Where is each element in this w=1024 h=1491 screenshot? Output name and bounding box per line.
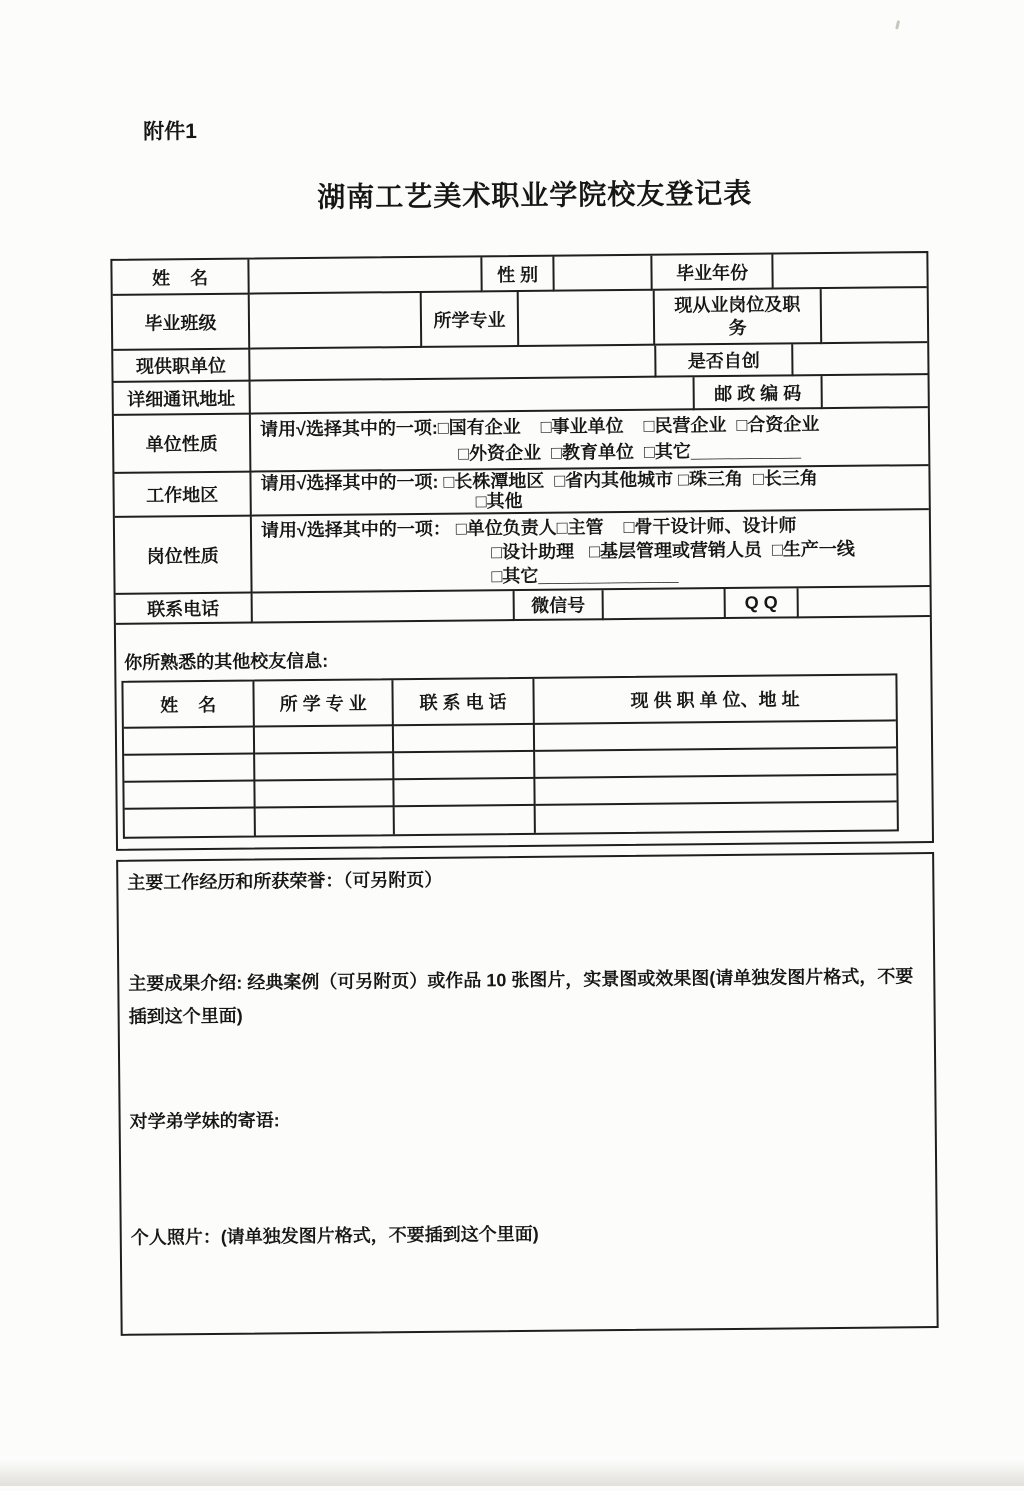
alumni-cell	[125, 809, 256, 837]
employer-label: 现供职单位	[113, 350, 250, 383]
notes-section	[116, 852, 939, 1336]
alumni-name-header: 姓 名	[123, 682, 254, 729]
grad-year-field	[773, 253, 926, 289]
work-area-options-line2: □其他	[475, 490, 523, 512]
alumni-cell	[124, 755, 255, 783]
known-alumni-header-row	[123, 675, 895, 728]
name-field	[249, 257, 482, 294]
alumni-cell	[395, 806, 536, 834]
wechat-label: 微信号	[515, 590, 604, 621]
address-label: 详细通讯地址	[114, 382, 251, 416]
sex-field	[554, 256, 652, 292]
known-alumni-table	[121, 673, 898, 838]
unit-type-options-line2: □外资企业 □教育单位 □其它___________	[458, 440, 802, 464]
alumni-cell	[535, 721, 896, 751]
qq-label: Q Q	[726, 588, 799, 619]
major-field	[519, 291, 656, 347]
alumni-cell	[124, 782, 255, 810]
alumni-cell	[124, 728, 255, 756]
work-history-prompt: 主要工作经历和所获荣誉：（可另附页）	[127, 869, 443, 893]
alumni-cell	[255, 780, 394, 808]
alumni-cell	[394, 725, 535, 753]
post-type-options-line2: □设计助理 □基层管理或营销人员 □生产一线	[491, 538, 855, 562]
unit-type-label: 单位性质	[114, 415, 252, 474]
alumni-cell	[394, 779, 535, 807]
postcode-label: 邮 政 编 码	[695, 376, 823, 410]
phone-field	[253, 591, 515, 624]
attachment-label: 附件1	[143, 120, 197, 144]
position-label	[655, 289, 823, 346]
post-type-options-line3: □其它______________	[491, 563, 679, 586]
alumni-phone-header: 联 系 电 话	[393, 679, 534, 726]
alumni-cell	[255, 726, 394, 754]
achievements-prompt: 主要成果介绍: 经典案例（可另附页）或作品 10 张图片，实景图或效果图(请单独发图片格式，不要插到这个里面)	[128, 966, 914, 1027]
table-row	[116, 587, 930, 625]
table-row	[114, 408, 929, 474]
class-field	[250, 293, 423, 350]
known-alumni-section-label: 你所熟悉的其他校友信息:	[124, 650, 329, 673]
major-label: 所学专业	[422, 292, 520, 348]
post-type-options-line1: 请用√选择其中的一项： □单位负责人□主管 □骨干设计师、设计师	[260, 514, 797, 540]
table-row	[114, 466, 928, 518]
work-area-options	[251, 466, 928, 516]
alumni-cell	[394, 752, 535, 780]
alumni-cell	[535, 748, 896, 778]
wechat-field	[604, 589, 726, 620]
position-field	[822, 288, 928, 344]
name-label: 姓 名	[112, 260, 249, 296]
self-founded-label: 是否自创	[656, 344, 793, 377]
scan-speck	[895, 20, 900, 29]
alumni-employer-header: 现 供 职 单 位、地 址	[534, 675, 895, 724]
alumni-cell	[256, 807, 395, 835]
alumni-cell	[536, 802, 897, 832]
class-label: 毕业班级	[113, 295, 251, 351]
address-field	[251, 377, 695, 414]
photo-prompt: 个人照片：(请单独发图片格式，不要插到这个里面)	[130, 1223, 539, 1248]
unit-type-options-line1: 请用√选择其中的一项:□国有企业 □事业单位 □民营企业 □合资企业	[259, 414, 820, 440]
post-type-options	[252, 510, 930, 593]
grad-year-label: 毕业年份	[652, 255, 773, 291]
sex-label: 性 别	[482, 257, 554, 293]
alumni-major-header: 所 学 专 业	[254, 680, 393, 727]
alumni-cell	[535, 775, 896, 805]
qq-field	[799, 587, 930, 618]
table-row	[113, 288, 927, 351]
work-area-options-line1: 请用√选择其中的一项: □长株潭地区 □省内其他城市 □珠三角 □长三角	[260, 468, 818, 494]
work-area-label: 工作地区	[114, 473, 251, 518]
main-form-table	[110, 251, 934, 851]
employer-field	[250, 346, 656, 382]
table-row	[115, 510, 930, 595]
phone-label: 联系电话	[116, 594, 253, 625]
post-type-label: 岗位性质	[115, 517, 253, 595]
message-prompt: 对学弟学妹的寄语:	[129, 1110, 280, 1132]
position-label-text: 现从业岗位及职务	[674, 293, 801, 338]
self-founded-field	[793, 343, 927, 376]
postcode-field	[823, 375, 928, 409]
alumni-cell	[255, 753, 394, 781]
page-title: 湖南工艺美术职业学院校友登记表	[317, 177, 753, 213]
unit-type-options	[251, 408, 929, 472]
